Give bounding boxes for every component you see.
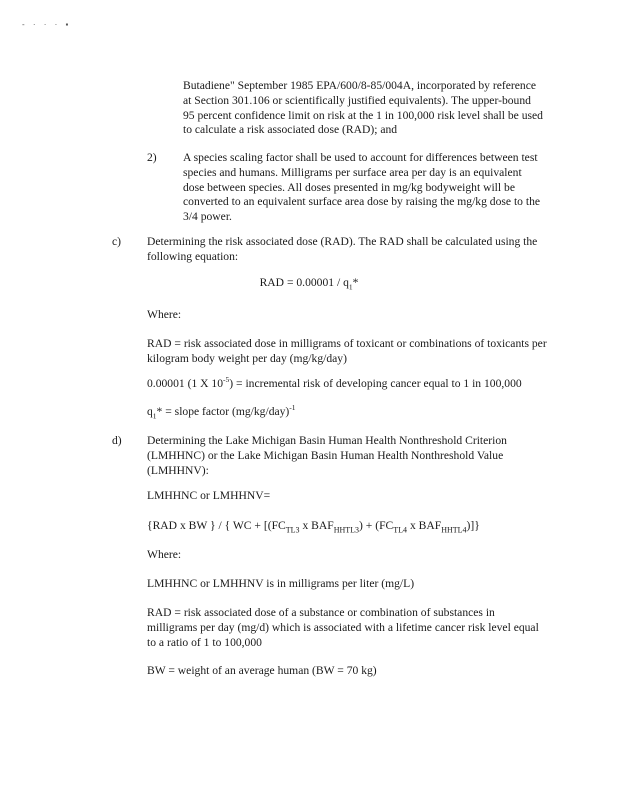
rad-definition: RAD = risk associated dose in milligrams of toxicant or combinations of toxicants per kilogram body weight per day (mg/kg/day): [147, 337, 547, 365]
paragraph-continuation: Butadiene" September 1985 EPA/600/8-85/004A, incorporated by reference at Section 301.106 or scientifically justified equivalents). The upper-bound 95 percent confidence limit on risk at the 1 in 100,000 risk level shall be used to calculate a risk associated dose (RAD); and: [183, 79, 543, 137]
item-c-text: Determining the risk associated dose (RAD). The RAD shall be calculated using the following equation:: [147, 235, 538, 263]
formula-heading: LMHHNC or LMHHNV=: [147, 489, 271, 502]
risk-definition: 0.00001 (1 X $10^{-5}$) = incremental risk of developing cancer equal to 1 in 100,000: [147, 375, 522, 390]
item-d-text: Determining the Lake Michigan Basin Human Health Nonthreshold Criterion (LMHHNC) or the Lake Michigan Basin Human Health Nonthreshold Value (LMHHNV):: [147, 434, 507, 477]
where-label-d: Where:: [147, 548, 182, 561]
units-definition: LMHHNC or LMHHNV is in milligrams per liter (mg/L): [147, 577, 415, 590]
item-c-label: c): [112, 235, 122, 248]
body-weight-definition: BW = weight of an average human (BW = 70 kg): [147, 664, 377, 677]
rad-equation: RAD = $0.00001 / q_1*$: [259, 276, 359, 292]
item-2-text: A species scaling factor shall be used to account for differences between test species and humans. Milligrams per surface area per day is an equivalent dose between species. All doses presented in mg/kg bodyweight will be converted to an equivalent surface area dose by raising the mg/kg dose to the 3/4 power.: [183, 151, 541, 224]
slope-factor-definition: $q_1*$ = slope factor $(mg/kg/day)^{-1}$: [147, 403, 296, 421]
item-2-number: 2): [147, 151, 157, 164]
rad-substance-definition: RAD = risk associated dose of a substance or combination of substances in milligrams per day (mg/d) which is associated with a lifetime cancer risk level equal to a ratio of 1 to 100,000: [147, 606, 539, 649]
corner-mark: - · · · ▪: [22, 20, 72, 29]
item-d-label: d): [112, 434, 122, 447]
where-label-c: Where:: [147, 308, 182, 321]
lmhhnc-formula: {RAD x BW } / { WC + [($FC_{TL3}$ x $BAF_{HHTL3}) + (FC_{TL4}$ x $BAF_{HHTL4}$)]}: [147, 519, 480, 535]
